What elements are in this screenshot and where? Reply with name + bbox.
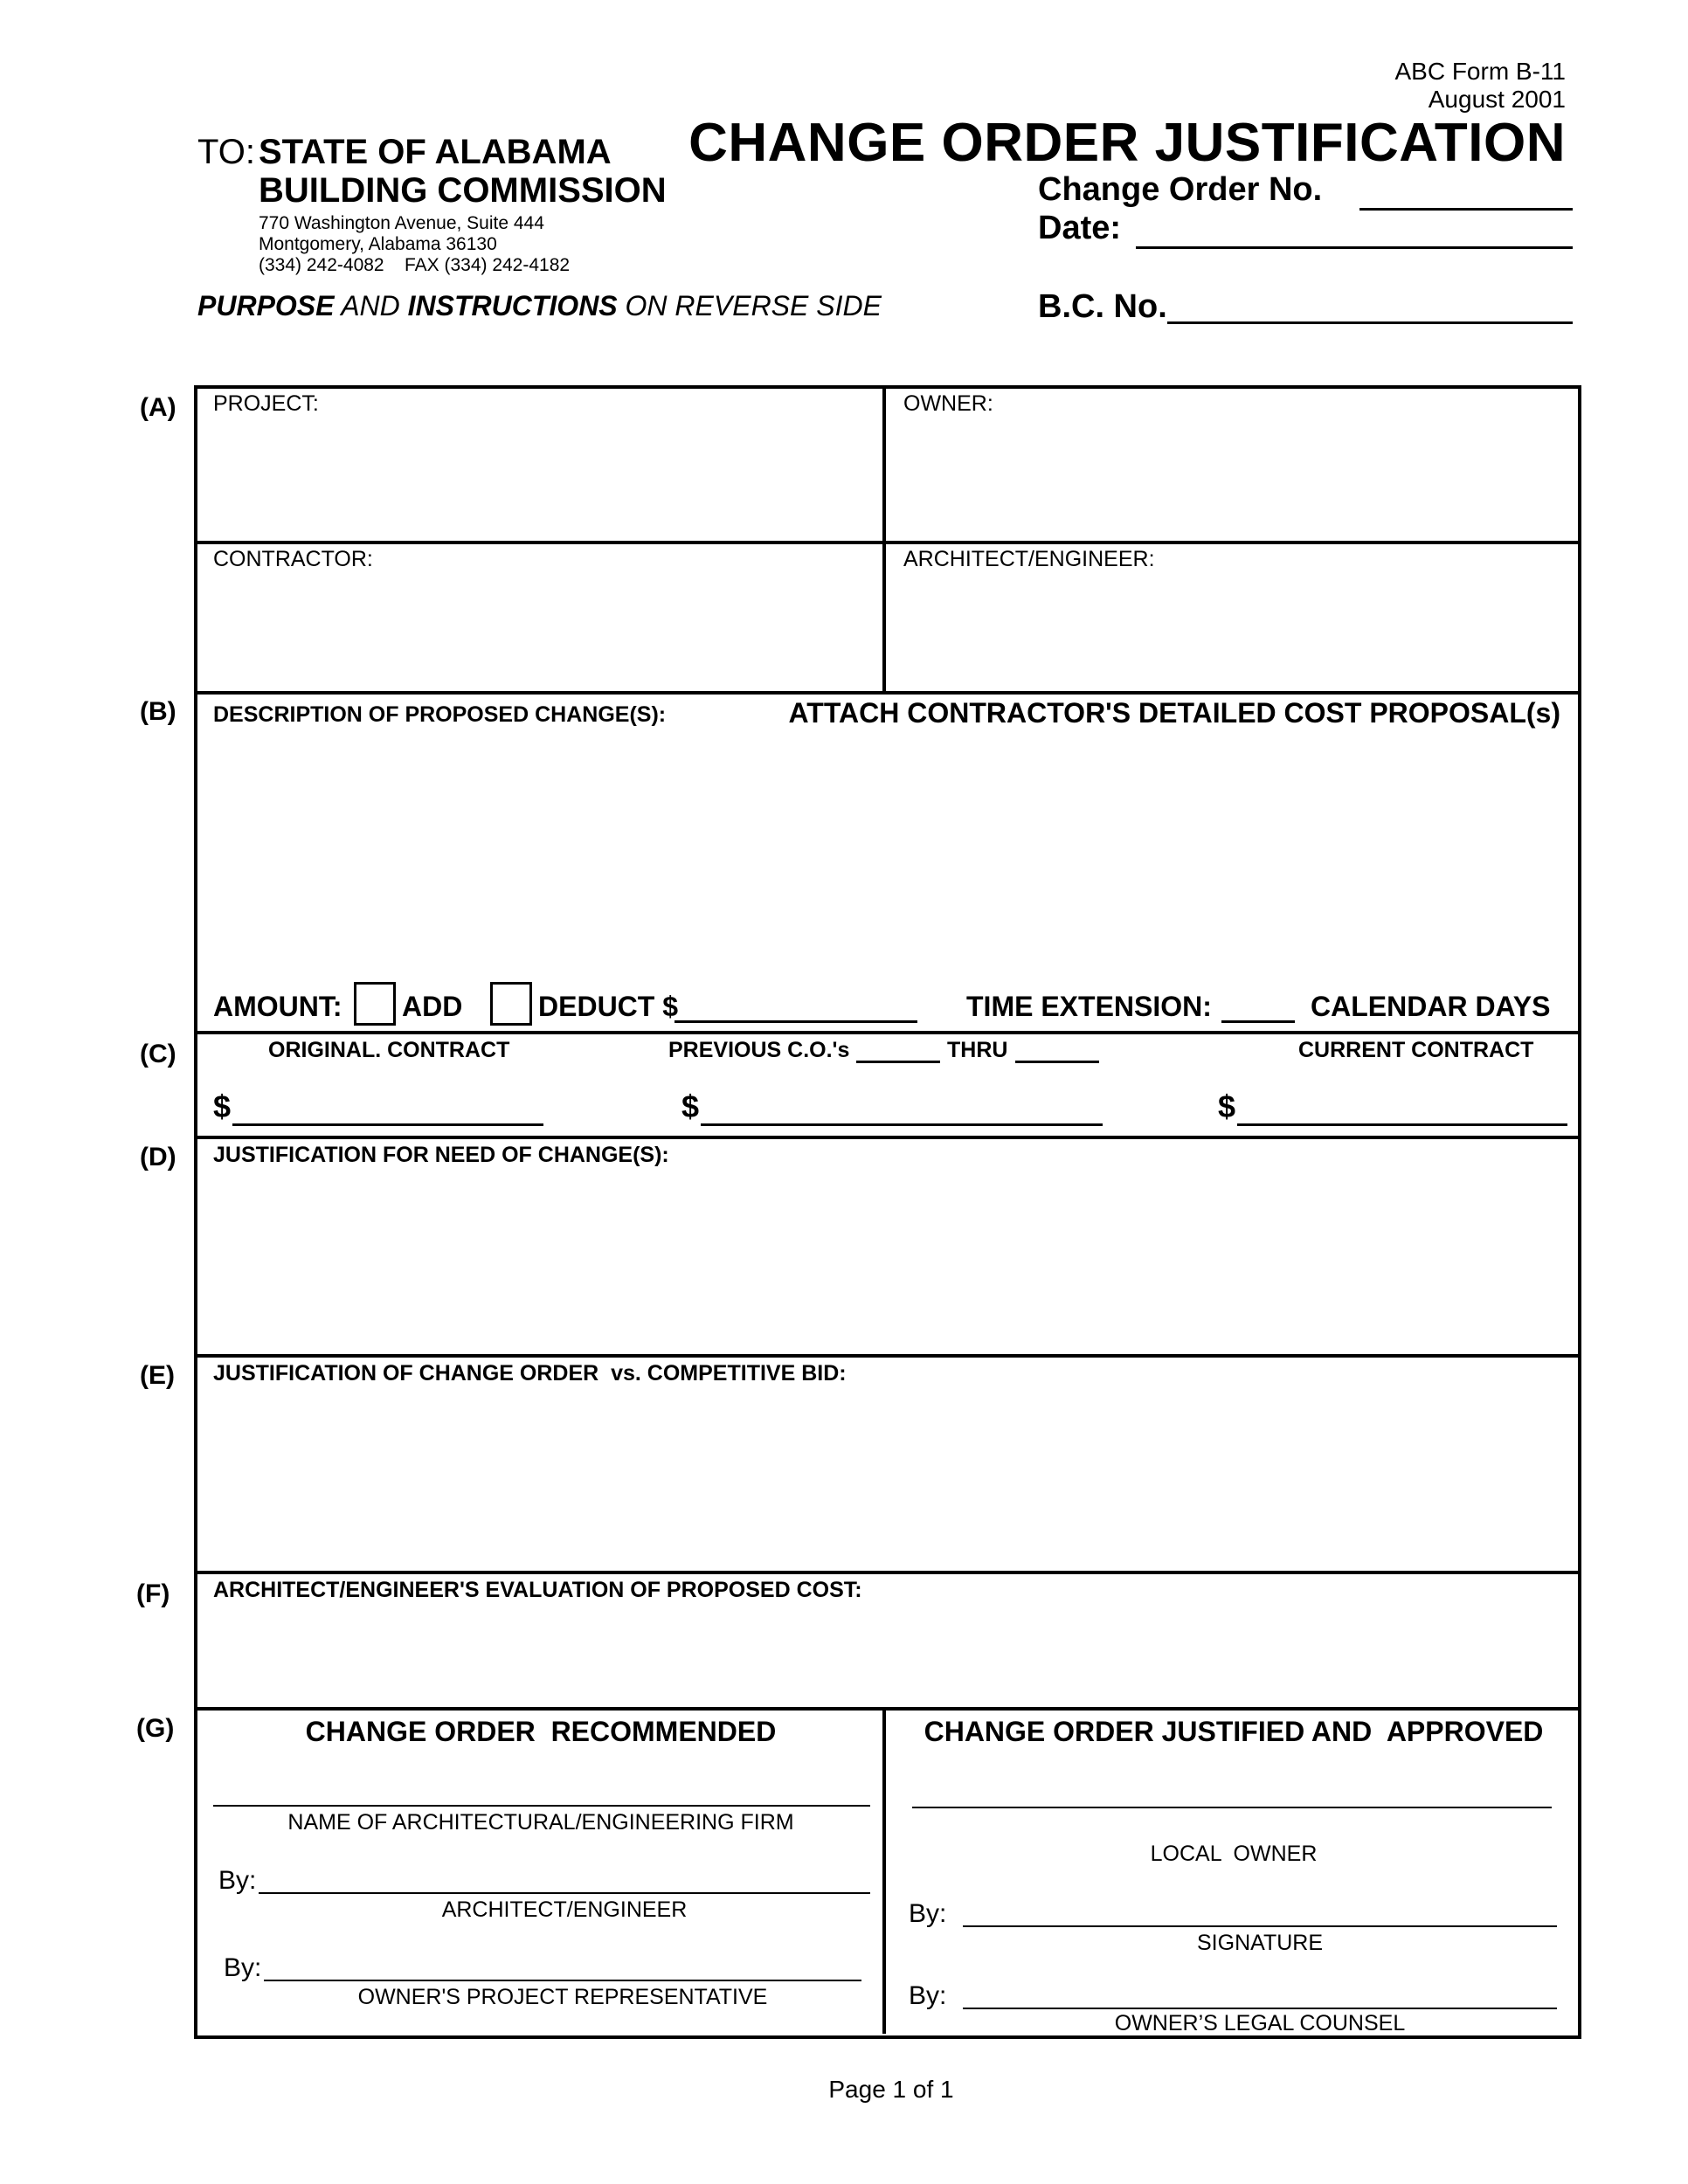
bc-no-label: B.C. No. — [1038, 288, 1167, 325]
signature-caption: SIGNATURE — [1197, 1931, 1323, 1955]
instructions-word: INSTRUCTIONS — [407, 290, 618, 321]
divider-f — [194, 1571, 1580, 1574]
bc-no-field[interactable] — [1167, 294, 1573, 324]
deduct-label: DEDUCT $ — [538, 991, 679, 1022]
previous-cos-from-field[interactable] — [856, 1036, 940, 1063]
previous-cos-label: PREVIOUS C.O.'s — [668, 1038, 850, 1062]
owner-field[interactable] — [891, 419, 1568, 536]
previous-cos-amount-field[interactable] — [701, 1094, 1103, 1126]
evaluation-label: ARCHITECT/ENGINEER'S EVALUATION OF PROPOSED COST: — [213, 1578, 862, 1602]
to-label: TO: — [197, 133, 255, 171]
page-title: CHANGE ORDER JUSTIFICATION — [688, 113, 1566, 173]
divider-e — [194, 1354, 1580, 1358]
attach-proposal-note: ATTACH CONTRACTOR'S DETAILED COST PROPOSAL(s) — [788, 697, 1560, 729]
legal-counsel-caption: OWNER’S LEGAL COUNSEL — [1114, 2011, 1406, 2035]
add-label: ADD — [402, 991, 463, 1022]
deduct-checkbox[interactable] — [490, 982, 532, 1026]
section-a-letter: (A) — [140, 393, 176, 422]
divider-a-vertical — [882, 385, 886, 693]
project-field[interactable] — [201, 419, 878, 536]
architect-signature-line[interactable] — [259, 1892, 870, 1894]
divider-b — [194, 691, 1580, 695]
page-number: Page 1 of 1 — [828, 2076, 954, 2103]
divider-d — [194, 1136, 1580, 1139]
change-order-no-field[interactable] — [1359, 182, 1573, 211]
owner-rep-signature-line[interactable] — [264, 1980, 861, 1981]
firm-name-caption: NAME OF ARCHITECTURAL/ENGINEERING FIRM — [287, 1810, 794, 1835]
justification-need-field[interactable] — [201, 1175, 1568, 1348]
form-id: ABC Form B-11 — [1394, 58, 1566, 85]
justification-bid-field[interactable] — [201, 1393, 1568, 1565]
form-date: August 2001 — [1428, 86, 1566, 113]
section-f-letter: (F) — [136, 1579, 170, 1608]
purpose-instructions — [197, 290, 882, 322]
section-e-letter: (E) — [140, 1361, 175, 1390]
section-c-letter: (C) — [140, 1040, 176, 1068]
date-label: Date: — [1038, 210, 1122, 246]
original-contract-label: ORIGINAL. CONTRACT — [268, 1038, 510, 1062]
by-label-legal-counsel: By: — [909, 1981, 947, 2010]
project-label: PROJECT: — [213, 391, 319, 416]
approved-title: CHANGE ORDER JUSTIFIED AND APPROVED — [924, 1716, 1544, 1747]
by-label-owner-rep: By: — [224, 1953, 262, 1982]
address-line1: 770 Washington Avenue, Suite 444 — [259, 213, 544, 233]
local-owner-line[interactable] — [912, 1807, 1552, 1808]
address-line2: Montgomery, Alabama 36130 — [259, 234, 497, 254]
legal-counsel-signature-line[interactable] — [963, 2008, 1557, 2009]
amount-label: AMOUNT: — [213, 991, 342, 1022]
change-order-no-label: Change Order No. — [1038, 171, 1323, 208]
original-contract-field[interactable] — [232, 1094, 543, 1126]
time-extension-field[interactable] — [1221, 992, 1295, 1023]
architect-engineer-field[interactable] — [891, 575, 1568, 687]
thru-label: THRU — [947, 1038, 1008, 1062]
purpose-word: PURPOSE — [197, 290, 335, 321]
reverse-side-text: ON REVERSE SIDE — [625, 290, 882, 321]
deduct-amount-field[interactable] — [675, 992, 917, 1023]
section-g-letter: (G) — [136, 1714, 175, 1743]
calendar-days-label: CALENDAR DAYS — [1311, 991, 1551, 1022]
add-checkbox[interactable] — [354, 982, 396, 1026]
local-owner-caption: LOCAL OWNER — [1150, 1842, 1318, 1866]
owner-signature-line[interactable] — [963, 1925, 1557, 1927]
original-dollar-sign: $ — [213, 1089, 232, 1124]
architect-engineer-label: ARCHITECT/ENGINEER: — [903, 547, 1155, 571]
section-d-letter: (D) — [140, 1143, 176, 1171]
divider-c — [194, 1031, 1580, 1034]
owners-rep-caption: OWNER'S PROJECT REPRESENTATIVE — [357, 1985, 768, 2009]
previous-cos-thru-field[interactable] — [1015, 1036, 1099, 1063]
date-field[interactable] — [1136, 220, 1573, 249]
and-word: AND — [341, 290, 400, 321]
divider-g — [194, 1707, 1580, 1711]
contractor-label: CONTRACTOR: — [213, 547, 373, 571]
description-label: DESCRIPTION OF PROPOSED CHANGE(S): — [213, 702, 667, 727]
description-field[interactable] — [201, 738, 1568, 974]
current-contract-label: CURRENT CONTRACT — [1298, 1038, 1534, 1062]
justification-bid-label: JUSTIFICATION OF CHANGE ORDER vs. COMPETITIVE BID: — [213, 1361, 847, 1386]
current-dollar-sign: $ — [1218, 1089, 1236, 1124]
previous-dollar-sign: $ — [681, 1089, 700, 1124]
justification-need-label: JUSTIFICATION FOR NEED OF CHANGE(S): — [213, 1143, 669, 1167]
divider-a-mid — [194, 541, 1580, 544]
owner-label: OWNER: — [903, 391, 993, 416]
divider-g-vertical — [882, 1707, 886, 2034]
contractor-field[interactable] — [201, 575, 878, 687]
agency-line2: BUILDING COMMISSION — [259, 171, 667, 210]
agency-line1: STATE OF ALABAMA — [259, 133, 612, 171]
architect-engineer-caption: ARCHITECT/ENGINEER — [441, 1897, 688, 1922]
by-label-architect: By: — [218, 1866, 257, 1895]
recommended-title: CHANGE ORDER RECOMMENDED — [305, 1716, 777, 1747]
firm-name-line[interactable] — [213, 1805, 870, 1807]
phone-fax: (334) 242-4082 FAX (334) 242-4182 — [259, 255, 571, 275]
time-extension-label: TIME EXTENSION: — [966, 991, 1212, 1022]
evaluation-field[interactable] — [201, 1610, 1568, 1701]
current-contract-field[interactable] — [1237, 1094, 1567, 1126]
section-b-letter: (B) — [140, 697, 176, 726]
by-label-owner-signature: By: — [909, 1899, 947, 1928]
